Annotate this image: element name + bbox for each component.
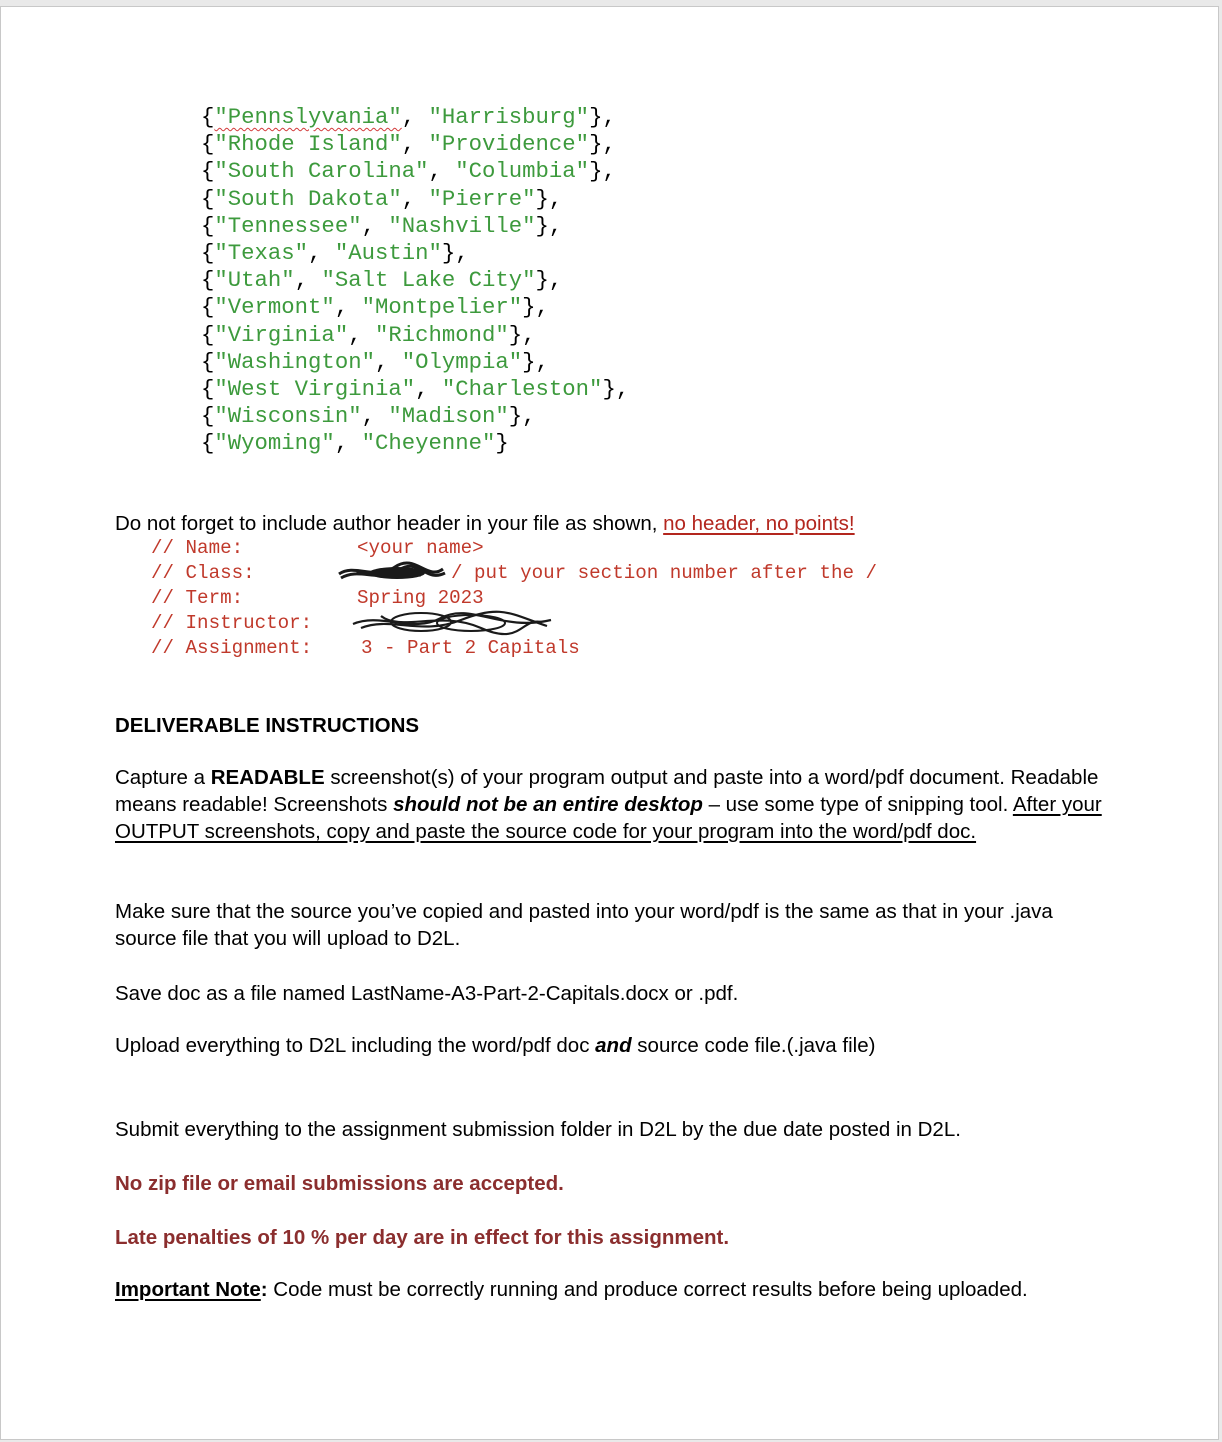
code-line — [201, 158, 629, 185]
separator: , — [401, 131, 429, 158]
open-brace: { — [201, 348, 215, 375]
capital-name: "Olympia" — [401, 348, 523, 375]
header-name-key: // Name: — [151, 537, 244, 559]
no-zip-warning: No zip file or email submissions are accepted. — [115, 1172, 564, 1195]
capital-name: "Nashville" — [388, 212, 536, 239]
close-brace: }, — [535, 267, 563, 294]
code-line — [201, 240, 629, 267]
state-name: "Rhode Island" — [214, 131, 402, 158]
close-brace: } — [495, 430, 509, 457]
capital-name: "Montpelier" — [361, 294, 523, 321]
submit-paragraph: Submit everything to the assignment submission folder in D2L by the due date posted in D2L. — [115, 1118, 961, 1141]
header-instructor-key: // Instructor: — [151, 612, 313, 634]
separator: , — [361, 212, 389, 239]
code-line — [201, 349, 629, 376]
header-term-line — [151, 586, 484, 611]
copy-source-instruction: After your OUTPUT screenshots, copy and paste the source code for your program into the word/pdf doc. — [115, 793, 1102, 843]
capital-name: "Columbia" — [455, 158, 590, 185]
open-brace: { — [201, 104, 215, 130]
capital-name: "Cheyenne" — [361, 430, 496, 457]
header-assignment-line — [151, 636, 580, 661]
state-name: "South Dakota" — [214, 185, 402, 212]
open-brace: { — [201, 185, 215, 212]
code-line — [201, 294, 629, 321]
open-brace: { — [201, 321, 215, 348]
separator: , — [401, 185, 429, 212]
code-line — [201, 403, 629, 430]
open-brace: { — [201, 239, 215, 266]
open-brace: { — [201, 267, 215, 294]
close-brace: }, — [441, 239, 469, 266]
upload-paragraph — [115, 1032, 1115, 1059]
state-name: "Pennslyvania" — [214, 104, 402, 130]
code-line — [201, 376, 629, 403]
close-brace: }, — [535, 212, 563, 239]
close-brace: }, — [535, 185, 563, 212]
separator: , — [308, 239, 335, 266]
header-term-value: Spring 2023 — [357, 587, 484, 609]
reminder-text: Do not forget to include author header in your file as shown, — [115, 512, 664, 535]
open-brace: { — [201, 375, 215, 402]
upload-text-2: source code file.(.java file) — [631, 1034, 876, 1057]
capital-name: "Madison" — [388, 403, 509, 430]
header-instructor-line — [151, 611, 313, 636]
header-assignment-value: 3 - Part 2 Capitals — [361, 637, 580, 659]
close-brace: }, — [508, 321, 536, 348]
header-class-value: / put your section number after the / — [451, 562, 878, 584]
capture-instructions — [115, 764, 1110, 845]
separator: , — [415, 375, 442, 402]
capital-name: "Richmond" — [374, 321, 509, 348]
important-note — [115, 1276, 1135, 1303]
close-brace: }, — [589, 104, 616, 130]
header-term-key: // Term: — [151, 587, 244, 609]
state-name: "Vermont" — [214, 294, 335, 321]
state-name: "Wisconsin" — [214, 403, 362, 430]
state-name: "Utah" — [214, 267, 295, 294]
save-doc-paragraph: Save doc as a file named LastName-A3-Part-2-Capitals.docx or .pdf. — [115, 982, 739, 1005]
header-class-key: // Class: — [151, 562, 255, 584]
capture-text-2: screenshot(s) of your program output and paste into a word/pdf document. Readable means readable! Screenshots — [115, 766, 1099, 816]
open-brace: { — [201, 403, 215, 430]
state-name: "West Virginia" — [214, 375, 416, 402]
open-brace: { — [201, 158, 215, 185]
header-name-value: <your name> — [357, 537, 484, 559]
capital-name: "Salt Lake City" — [321, 267, 536, 294]
important-note-label: Important Note — [115, 1278, 261, 1301]
close-brace: }, — [602, 375, 630, 402]
capital-name: "Providence" — [428, 131, 590, 158]
open-brace: { — [201, 294, 215, 321]
no-header-warning: no header, no points! — [663, 512, 855, 535]
close-brace: }, — [589, 158, 616, 185]
header-assignment-key: // Assignment: — [151, 637, 313, 659]
redacted-class-scribble — [335, 561, 451, 586]
important-note-text: Code must be correctly running and produce correct results before being uploaded. — [267, 1278, 1028, 1301]
late-penalty-warning: Late penalties of 10 % per day are in effect for this assignment. — [115, 1226, 730, 1249]
state-name: "Virginia" — [214, 321, 349, 348]
state-name: "Tennessee" — [214, 212, 362, 239]
state-name: "Washington" — [214, 348, 375, 375]
author-header-reminder — [115, 510, 1115, 537]
open-brace: { — [201, 430, 215, 457]
state-name: "Wyoming" — [214, 430, 335, 457]
code-line — [201, 267, 629, 294]
code-line — [201, 186, 629, 213]
separator: , — [294, 267, 322, 294]
state-name: "South Carolina" — [214, 158, 429, 185]
capital-name: "Pierre" — [428, 185, 536, 212]
code-line — [201, 322, 629, 349]
code-line — [201, 104, 629, 131]
open-brace: { — [201, 131, 215, 158]
author-header-example — [151, 536, 878, 661]
important-note-colon: : — [260, 1278, 268, 1301]
close-brace: }, — [589, 131, 616, 158]
deliverable-heading: DELIVERABLE INSTRUCTIONS — [115, 714, 420, 737]
code-line — [201, 131, 629, 158]
separator: , — [334, 430, 362, 457]
capital-name: "Charleston" — [441, 375, 603, 402]
header-name-line — [151, 536, 484, 561]
header-class-line — [151, 561, 878, 586]
and-emphasis: and — [595, 1034, 632, 1057]
separator: , — [361, 403, 389, 430]
separator: , — [428, 158, 456, 185]
separator: , — [334, 294, 362, 321]
redacted-instructor-scribble — [351, 608, 555, 638]
capture-text-3: – use some type of snipping tool. — [702, 793, 1013, 816]
desktop-emphasis: should not be an entire desktop — [393, 793, 703, 816]
separator: , — [374, 348, 402, 375]
upload-text-1: Upload everything to D2L including the word/pdf doc — [115, 1034, 596, 1057]
close-brace: }, — [508, 403, 536, 430]
code-line — [201, 430, 629, 457]
separator: , — [401, 104, 429, 130]
capital-name: "Harrisburg" — [428, 104, 590, 130]
state-name: "Texas" — [214, 239, 309, 266]
document-page — [0, 6, 1219, 1440]
open-brace: { — [201, 212, 215, 239]
capture-text-1: Capture a — [115, 766, 211, 789]
make-sure-paragraph: Make sure that the source you’ve copied and pasted into your word/pdf is the same as that in your .java source file that you will upload to D2L. — [115, 900, 1053, 950]
state-capitals-code-block — [201, 104, 629, 457]
close-brace: }, — [522, 348, 549, 375]
close-brace: }, — [522, 294, 549, 321]
separator: , — [348, 321, 375, 348]
capital-name: "Austin" — [334, 239, 442, 266]
code-line — [201, 213, 629, 240]
readable-emphasis: READABLE — [210, 766, 325, 789]
